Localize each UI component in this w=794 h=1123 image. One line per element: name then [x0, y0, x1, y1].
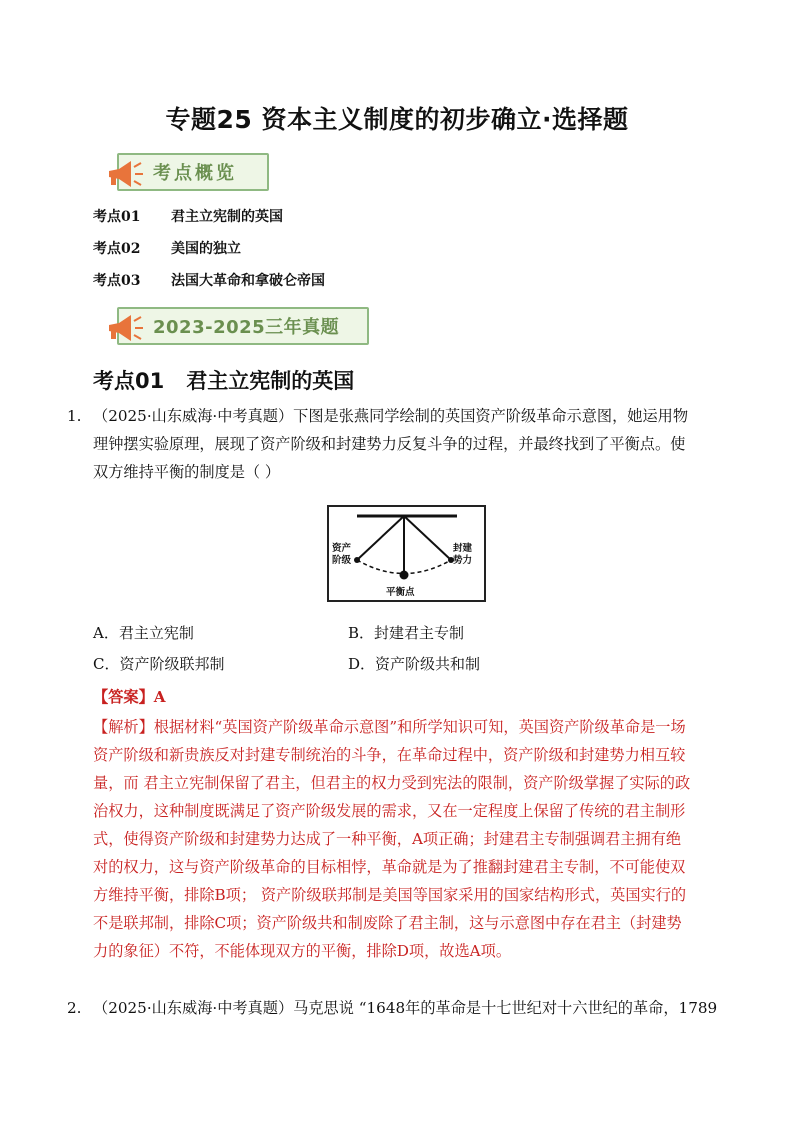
- pendulum-diagram: [327, 505, 486, 602]
- diagram-label-left: 资产阶级: [332, 543, 352, 566]
- option-c: C．资产阶级联邦制: [93, 655, 225, 673]
- answer: 【答案】A: [93, 688, 166, 706]
- toc-item-3: [93, 270, 325, 290]
- toc-label: 考点02: [93, 241, 141, 257]
- banner-title: 2023-2025三年真题: [153, 317, 340, 338]
- analysis-line: 治权力，这种制度既满足了资产阶级发展的需求，又在一定程度上保留了传统的君主制形: [93, 802, 686, 820]
- page-title: 专题25 资本主义制度的初步确立·选择题: [165, 105, 629, 134]
- question-1: [67, 402, 733, 486]
- diagram-label-bottom: 平衡点: [386, 587, 415, 598]
- option-d: D．资产阶级共和制: [348, 655, 481, 673]
- banner-title: 考点概览: [153, 163, 237, 184]
- analysis-line: 对的权力，这与资产阶级革命的目标相悖，革命就是为了推翻封建君主专制，不可能使双: [93, 858, 686, 876]
- toc-label: 考点01: [93, 209, 141, 225]
- question-2: [67, 994, 733, 1022]
- question-options: [93, 622, 733, 678]
- option-a: A．君主立宪制: [93, 624, 194, 642]
- megaphone-icon: [105, 311, 145, 345]
- analysis-line: 方维持平衡，排除B项； 资产阶级联邦制是美国等国家采用的国家结构形式，英国实行的: [93, 886, 687, 904]
- section-heading: [93, 365, 354, 395]
- option-b: B．封建君主专制: [348, 624, 465, 642]
- section-banner-past-exams: [117, 307, 369, 345]
- analysis-line: 式，使得资产阶级和封建势力达成了一种平衡，A项正确；封建君主专制强调君主拥有绝: [93, 830, 682, 848]
- section-banner-overview: [117, 153, 269, 191]
- analysis-line: 【解析】根据材料“英国资产阶级革命示意图”和所学知识可知，英国资产阶级革命是一场: [93, 718, 686, 736]
- section-heading-text: 君主立宪制的英国: [186, 369, 355, 393]
- analysis-line: 量，而 君主立宪制保留了君主，但君主的权力受到宪法的限制，资产阶级掌握了实际的政: [93, 774, 691, 792]
- analysis-line: 力的象征）不符，不能体现双方的平衡，排除D项，故选A项。: [93, 942, 512, 960]
- question-line: （2025·山东威海·中考真题）马克思说 “1648年的革命是十七世纪对十六世纪的革命，1789: [93, 999, 718, 1017]
- question-number: 1.: [67, 407, 82, 425]
- question-line: 理钟摆实验原理，展现了资产阶级和封建势力反复斗争的过程，并最终找到了平衡点。使: [93, 435, 686, 453]
- analysis-line: 资产阶级和新贵族反对封建专制统治的斗争，在革命过程中，资产阶级和封建势力相互较: [93, 746, 686, 764]
- question-line: （2025·山东威海·中考真题）下图是张燕同学绘制的英国资产阶级革命示意图，她运用物: [93, 407, 689, 425]
- analysis: [93, 713, 733, 965]
- question-number: 2.: [67, 999, 82, 1017]
- megaphone-icon: [105, 157, 145, 191]
- toc-item-2: [93, 238, 241, 258]
- toc-text: 君主立宪制的英国: [171, 209, 283, 225]
- section-heading-label: 考点01: [93, 369, 165, 393]
- diagram-label-right: 封建势力: [453, 543, 473, 566]
- toc-text: 美国的独立: [171, 241, 241, 257]
- toc-item-1: [93, 206, 283, 226]
- question-line: 双方维持平衡的制度是（ ）: [93, 463, 281, 481]
- toc-text: 法国大革命和拿破仑帝国: [171, 273, 325, 289]
- toc-label: 考点03: [93, 273, 141, 289]
- analysis-line: 不是联邦制，排除C项；资产阶级共和制废除了君主制，这与示意图中存在君主（封建势: [93, 914, 682, 932]
